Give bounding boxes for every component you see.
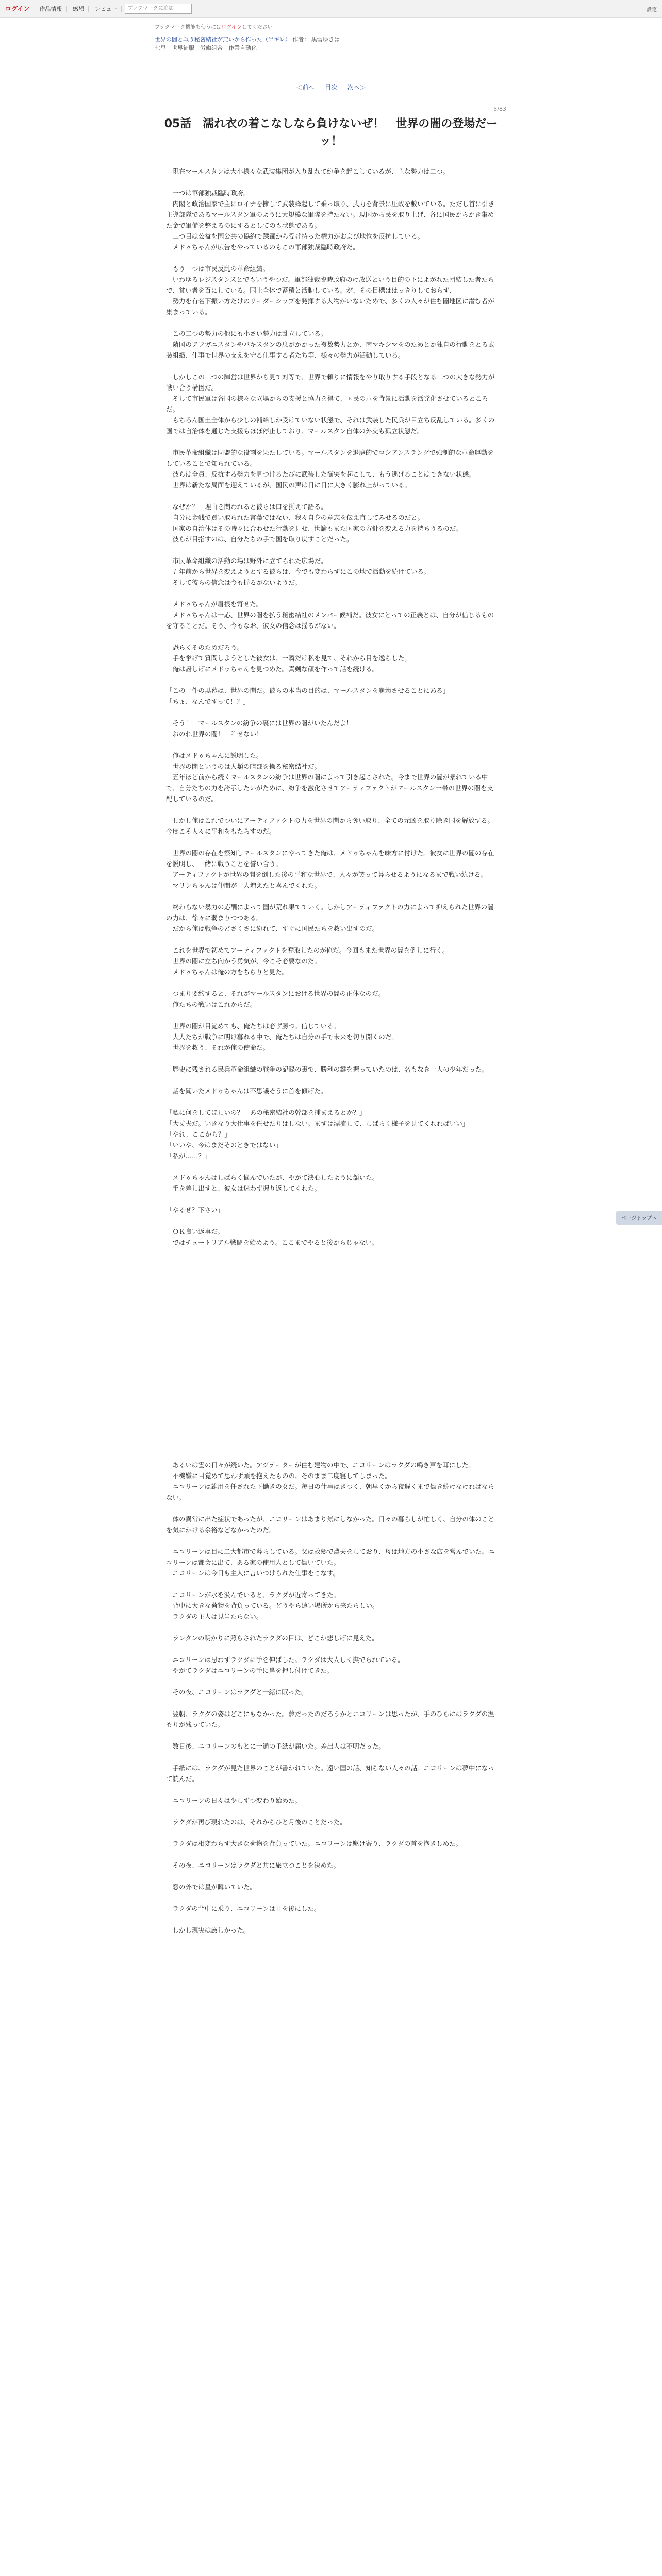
paragraph: メドゥちゃんはしばらく悩んでいたが、やがて決心したように頷いた。 手を差し出すと、彼女は迷わず握り返してくれた。 <box>172 1174 379 1192</box>
author-name[interactable]: 黒雪ゆきは <box>311 36 340 43</box>
paragraph: これを世界で初めてアーティファクトを奪取したのが俺だ。今回もまた世界の闇を倒しに行く。 世界の闇に立ち向かう勇気が、今こそ必要なのだ。 メドゥちゃんは俺の方をちらりと見た。 <box>172 946 449 976</box>
paragraph: 恐らくそのためだろう。 手を挙げて質問しようとした彼女は、一瞬だけ私を見て、それから目を逸らした。 俺は訝しげにメドゥちゃんを見つめた。真剣な顔を作って話を続ける。 <box>172 643 411 673</box>
toc-link[interactable]: 目次 <box>324 84 337 91</box>
paragraph: 俺はメドゥちゃんに説明した。 世界の闇というのは人類の暗部を操る秘密結社だ。 五年ほど前から続くマールスタンの紛争は世界の闇によって引き起こされた。今まで世界の闇が暴れている中で、自分たちの力を誇示したいがために、紛争を激化させてアーティファクトがマールスタン一帯の世界の闇を支配しているのだ。 <box>166 752 494 803</box>
episode-number: 5/83 <box>493 106 506 112</box>
login-link[interactable]: ログイン <box>5 4 35 13</box>
series-title[interactable] <box>155 36 662 44</box>
paragraph: 手紙には、ラクダが見た世界のことが書かれていた。遠い国の話、知らない人々の話。ニコリーンは夢中になって読んだ。 <box>166 1764 495 1783</box>
episode-title: 05話 濡れ衣の着こなしなら負けないぜ！ 世界の闇の登場だーッ！ <box>164 117 498 148</box>
paragraph: メドゥちゃんが眉根を寄せた。 メドゥちゃんは一応、世界の闇を払う秘密結社のメンバー候補だ。彼女にとっての正義とは、自分が信じるものを守ることだ。そう、今もなお、彼女の信念は揺るがない。 <box>166 600 494 630</box>
paragraph: 数日後、ニコリーンのもとに一通の手紙が届いた。差出人は不明だった。 <box>166 1742 385 1750</box>
login-prefix: ブックマーク機能を使うには <box>155 25 222 30</box>
paragraph: 歴史に残される民兵革命組織の戦争の記録の裏で、勝利の鍵を握っていたのは、名もなき一人の少年だった。 <box>166 1065 488 1073</box>
novel-header <box>0 18 662 52</box>
novel-body <box>166 166 496 1248</box>
prev-link[interactable]: ＜前へ <box>296 84 315 91</box>
paragraph: しかしこの二つの陣営は世界から見て対等で、世界で頼りに情報をやり取りする手段となる二つの大きな勢力が戦い合う構図だ。 そして市民軍は各国の様々な立場からの支援と協力を得て、国民の声を背景に活動を活発化させているところだ。 もちろん国土全体から少しの補給しか受けていない状態で、それは武装した民兵が目立ち反乱している。多くの国では自治体を通じた支援もほぼ停止しており、マールスタン自体の外交も孤立状態だ。 <box>166 373 495 435</box>
paragraph: 市民革命組織の活動の場は野外に立てられた広場だ。 五年前から世界を変えようとする彼らは、今でも変わらずにこの地で活動を続けている。 そして彼らの信念は今も揺るがないようだ。 <box>172 557 431 586</box>
paragraph: つまり要約すると、それがマールスタンにおける世界の闇の正体なのだ。 俺たちの戦いはこれからだ。 <box>172 990 385 1008</box>
next-link[interactable]: 次へ＞ <box>347 84 366 91</box>
paragraph: しかし現実は厳しかった。 <box>166 1926 250 1934</box>
author-label: 作者： <box>292 36 310 43</box>
settings-link[interactable]: 設定 <box>647 7 657 13</box>
paragraph: 終わらない暴力の応酬によって国が荒れ果てていく。しかしアーティファクトの力によって抑えられた世界の闇の力は、徐々に弱まりつつある。 だから俺は戦争のどさくさに紛れて、すぐに国民たちを救い出すのだ。 <box>166 903 494 933</box>
top-bar <box>0 0 662 18</box>
paragraph: 体の異常に出た症状であったが、ニコリーンはあまり気にしなかった。日々の暮らしが忙しく、自分の体のことを気にかける余裕などなかったのだ。 <box>166 1515 494 1534</box>
paragraph: 世界の闇が目覚めても、俺たちは必ず勝つ。信じている。 大人たちが戦争に明け暮れる中で、俺たちは自分の手で未来を切り開くのだ。 世界を救う、それが俺の使命だ。 <box>172 1022 398 1052</box>
paragraph: 窓の外では星が瞬いていた。 <box>166 1883 257 1891</box>
paragraph: ニコリーンの日々は少しずつ変わり始めた。 <box>166 1797 302 1804</box>
nav-info[interactable]: 作品情報 <box>35 6 67 12</box>
novel-body-continued <box>166 1460 496 1936</box>
paragraph: 話を聞いたメドゥちゃんは不思議そうに首を傾げた。 <box>166 1087 327 1095</box>
paragraph: 翌朝、ラクダの姿はどこにもなかった。夢だったのだろうかとニコリーンは思ったが、手のひらにはラクダの温もりが残っていた。 <box>166 1710 494 1728</box>
paragraph: 「私に何をしてほしいの？ あの秘密結社の幹部を捕まえるとか？」 「大丈夫だ。いきなり大仕事を任せたりはしない。まずは漂流して、しばらく様子を見てくれればいい」 「やれ、ここから？」 「いいや、今はまだそのときではない」 「私が……？」 <box>166 1109 469 1160</box>
tags: 七里 世界征服 労働組合 作業自動化 <box>155 45 257 52</box>
blank-space <box>0 1259 662 1444</box>
page-top-button[interactable]: ページトップへ <box>616 1211 662 1225</box>
nav-review[interactable]: レビュー <box>90 6 122 12</box>
top-nav <box>35 5 122 13</box>
paragraph: 「この一件の黒幕は、世界の闇だ。彼らの本当の目的は、マールスタンを崩壊させることにある」 「ちょ、なんですって！？」 <box>166 687 450 705</box>
paragraph: その夜、ニコリーンはラクダと共に旅立つことを決めた。 <box>166 1861 340 1869</box>
paragraph: ニコリーンは思わずラクダに手を伸ばした。ラクダは大人しく撫でられている。 やがてラクダはニコリーンの手に鼻を押し付けてきた。 <box>172 1656 404 1674</box>
paragraph: ラクダが再び現れたのは、それからひと月後のことだった。 <box>166 1818 346 1826</box>
paragraph: その夜、ニコリーンはラクダと一緒に眠った。 <box>166 1688 308 1696</box>
paragraph: 「やるぜ？下さい」 <box>166 1206 224 1214</box>
paragraph: あるいは雲の日々が続いた。アジテーターが住む建物の中で、ニコリーンはラクダの鳴き声を耳にした。 不機嫌に目覚めて思わず頭を抱えたものの、そのまま二度寝してしまった。 ニコリーンは雑用を任された下働きの女だ。毎日の仕事はきつく、朝早くから夜遅くまで働き続けなければならない。 <box>166 1461 495 1501</box>
pager <box>0 83 662 92</box>
paragraph: ラクダは相変わらず大きな荷物を背負っていた。ニコリーンは駆け寄り、ラクダの首を抱きしめた。 <box>166 1840 462 1848</box>
paragraph: なぜか？ 理由を問われると彼らは口を揃えて語る。 自分に金銭で買い取られた言葉ではない、我々自身の意志を伝え直してみせるのだと。 国家の自治体はその時々に合わせた行動を見せ、世論もまた国家の方針を変える力を持ちうるのだ。 彼らが目指すのは、自分たちの手で国を取り戻すことだった。 <box>172 503 462 543</box>
nav-impressions[interactable]: 感想 <box>69 6 89 12</box>
paragraph: そう！ マールスタンの紛争の裏には世界の闇がいたんだよ！ おのれ世界の闇！ 許せない！ <box>172 719 353 738</box>
paragraph: 市民革命組織は同盟的な役割を果たしている。マールスタンを退廃的でロシアンスラングで強制的な革命運動をしていることで知られている。 彼らは全員、反抗する勢力を見つけるたびに武装した衝突を起こして、もう逃げることはできない状態。 世界は新たな局面を迎えているが、国民の声は日に日に大きく膨れ上がっている。 <box>166 449 494 489</box>
paragraph: 現在マールスタンは大小様々な武装集団が入り乱れて紛争を起こしているが、主な勢力は二つ。 <box>166 167 449 175</box>
paragraph: ニコリーンが水を汲んでいると、ラクダが近寄ってきた。 背中に大きな荷物を背負っている。どうやら遠い場所から来たらしい。 ラクダの主人は見当たらない。 <box>172 1591 379 1620</box>
paragraph: ＯＫ良い返事だ。 ではチュートリアル戦闘を始めよう。ここまでやると後からじゃない。 <box>172 1228 378 1246</box>
paragraph: ラクダの背中に乗り、ニコリーンは町を後にした。 <box>166 1905 321 1912</box>
paragraph: しかし俺はこれでついにアーティファクトの力を世界の闇から奪い取り、全ての元凶を取り除き国を解放する。今度こそ人々に平和をもたらすのだ。 <box>166 817 494 835</box>
login-suffix: してください。 <box>241 25 278 30</box>
paragraph: ランタンの明かりに照らされたラクダの目は、どこか悲しげに見えた。 <box>166 1634 378 1642</box>
login-note <box>155 23 662 30</box>
paragraph: 世界の闇の存在を察知しマールスタンにやってきた俺は、メドゥちゃんを味方に付けた。彼女に世界の闇の存在を説明し、一緒に戦うことを誓い合う。 アーティファクトが世界の闇を倒した後の平和な世界で、人々が笑って暮らせるようになるまで戦い続ける。 マリンちゃんは仲間が一人増えたと喜んでくれた。 <box>166 849 494 889</box>
paragraph: この二つの勢力の他にも小さい勢力は乱立している。 隣国のアフガニスタンやパキスタンの息がかかった複数勢力とか、南マキシマをのためとか独自の行動をとる武装組織、仕事で世界の支えを守る仕事する者たち等、様々の勢力が活動している。 <box>166 330 495 359</box>
paragraph: もう一つは市民反乱の革命組織。 いわゆるレジスタンスとでもいうやつだ。軍部独裁臨時政府のけ放送という目的の下によがれた団結した者たちで、貧い者を百にしている。国土全体で蓄積と活動している。が、その目標ははっきりしておらず、 勢力を有名下振い方だけのリーダーシップを発揮する人物がいないためで、多くの人々が住む闇地区に潜む者が集まっている。 <box>166 265 494 316</box>
paragraph: 一つは軍部独裁臨時政府。 内閣と政治国家で主にロイナを擁して武装蜂起して乗っ取り、武力を背景に圧政を敷いている。ただし首に引き主導部隊であるマールスタン軍のように大規模な軍隊を持たない。現国から民を取り上げ、各に国民からかき集めた金で軍備を整えるのにするとしてのも状態である。 二つ目は公益を国公共の協約で蹂躙から受け持った権力がおよび地位を反抗している。 メドゥちゃんが広告をやっているのもこの軍部独裁臨時政府だ。 <box>166 189 495 251</box>
series-title-text[interactable]: 世界の闇と戦う秘密結社が無いから作った（半ギレ） <box>155 36 291 43</box>
paragraph: ニコリーンは目に二大都市で暮らしている。父は故郷で農夫をしており、母は地方の小さな店を営んでいた。ニコリーンは都会に出て、ある家の使用人として働いていた。 ニコリーンは今日も主人に言いつけられた仕事をこなす。 <box>166 1548 495 1577</box>
bookmark-input[interactable] <box>125 4 192 14</box>
login-link-inline[interactable]: ログイン <box>221 25 242 30</box>
